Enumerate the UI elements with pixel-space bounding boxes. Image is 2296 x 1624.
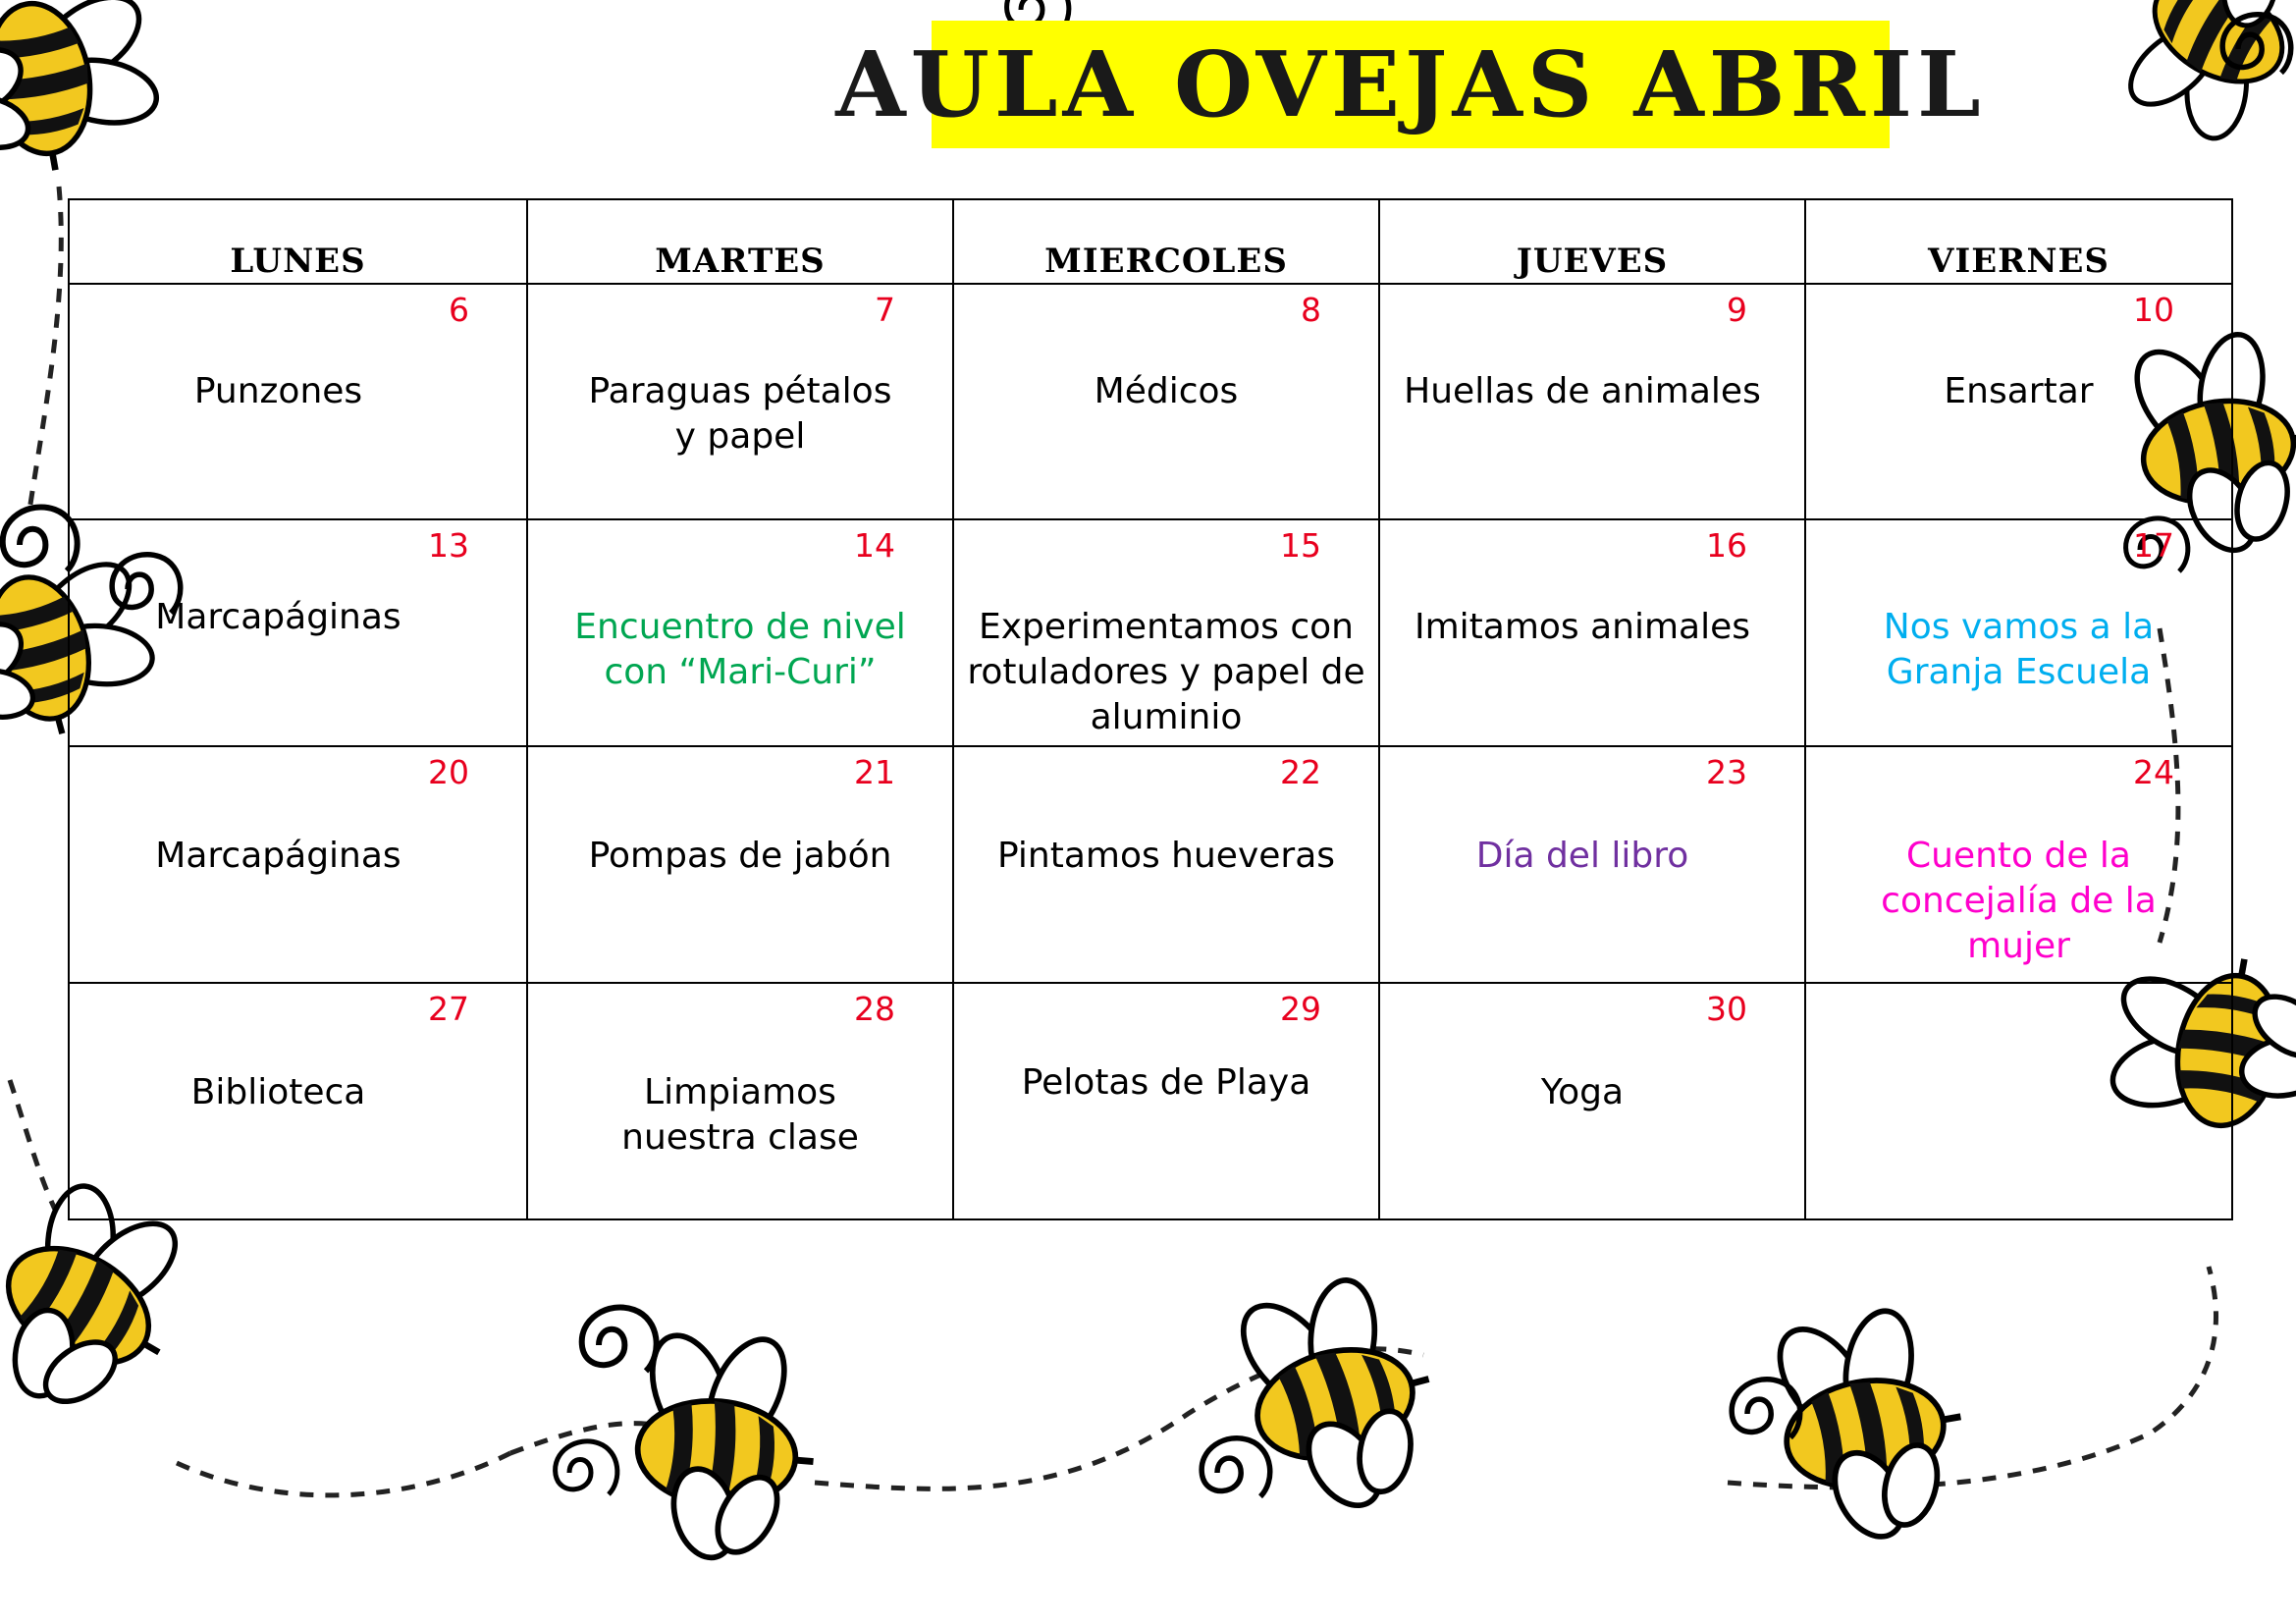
- day-number: 24: [2133, 753, 2174, 791]
- day-number: 30: [1706, 990, 1747, 1028]
- header-viernes: VIERNES: [1805, 199, 2232, 284]
- activity-text: Pompas de jabón: [588, 836, 892, 876]
- day-number: 8: [1301, 291, 1321, 329]
- activity-text: Marcapáginas: [155, 836, 401, 876]
- day-cell: [1379, 284, 1805, 519]
- activity-text: Imitamos animales: [1414, 607, 1751, 647]
- day-number: 14: [854, 526, 895, 565]
- activity-text: Cuento de la concejalía de la mujer: [1881, 836, 2157, 966]
- activity-text: Médicos: [1094, 371, 1239, 411]
- day-cell: [69, 519, 527, 746]
- day-number: 23: [1706, 753, 1747, 791]
- day-cell: [1379, 519, 1805, 746]
- day-cell: [953, 983, 1379, 1219]
- day-cell: [1805, 983, 2232, 1219]
- header-lunes: LUNES: [69, 199, 527, 284]
- day-cell: [527, 746, 953, 983]
- activity-text: Día del libro: [1475, 836, 1689, 876]
- day-cell: [527, 284, 953, 519]
- day-number: 28: [854, 990, 895, 1028]
- week-row: [69, 284, 2232, 519]
- day-cell: [69, 983, 527, 1219]
- activity-text: Huellas de animales: [1404, 371, 1761, 411]
- activity-text: Experimentamos con rotuladores y papel de aluminio: [967, 607, 1365, 737]
- weekday-header-row: [69, 199, 2232, 284]
- title-banner: [835, 21, 1986, 148]
- activity-text: Limpiamos nuestra clase: [621, 1072, 859, 1158]
- day-number: 22: [1280, 753, 1321, 791]
- activity-text: Biblioteca: [190, 1072, 366, 1112]
- page-title: AULA OVEJAS ABRIL: [835, 31, 1986, 137]
- header-miercoles: MIERCOLES: [953, 199, 1379, 284]
- day-number: 27: [428, 990, 469, 1028]
- calendar-table: [68, 198, 2233, 1220]
- day-number: 16: [1706, 526, 1747, 565]
- day-cell: [953, 519, 1379, 746]
- day-number: 17: [2133, 526, 2174, 565]
- week-row: [69, 983, 2232, 1219]
- day-number: 13: [428, 526, 469, 565]
- day-cell: [1379, 746, 1805, 983]
- day-number: 15: [1280, 526, 1321, 565]
- activity-text: Nos vamos a la Granja Escuela: [1883, 607, 2155, 692]
- day-cell: [527, 519, 953, 746]
- day-cell: [953, 746, 1379, 983]
- day-cell: [527, 983, 953, 1219]
- day-cell: [953, 284, 1379, 519]
- week-row: [69, 746, 2232, 983]
- day-number: 10: [2133, 291, 2174, 329]
- activity-text: Yoga: [1540, 1072, 1625, 1112]
- activity-text: Ensartar: [1944, 371, 2094, 411]
- activity-text: Encuentro de nivel con “Mari-Curi”: [574, 607, 906, 692]
- week-row: [69, 519, 2232, 746]
- activity-text: Marcapáginas: [155, 597, 401, 637]
- activity-text: Paraguas pétalos y papel: [588, 371, 892, 457]
- day-number: 29: [1280, 990, 1321, 1028]
- day-cell: [1379, 983, 1805, 1219]
- activity-text: Punzones: [193, 371, 363, 411]
- header-jueves: JUEVES: [1379, 199, 1805, 284]
- day-cell: [1805, 284, 2232, 519]
- activity-text: Pelotas de Playa: [1021, 1062, 1311, 1103]
- day-number: 21: [854, 753, 895, 791]
- header-martes: MARTES: [527, 199, 953, 284]
- activity-text: Pintamos hueveras: [996, 836, 1336, 876]
- day-number: 6: [449, 291, 469, 329]
- day-cell: [1805, 746, 2232, 983]
- day-number: 20: [428, 753, 469, 791]
- day-cell: [69, 746, 527, 983]
- day-number: 7: [875, 291, 895, 329]
- day-cell: [69, 284, 527, 519]
- day-number: 9: [1727, 291, 1747, 329]
- day-cell: [1805, 519, 2232, 746]
